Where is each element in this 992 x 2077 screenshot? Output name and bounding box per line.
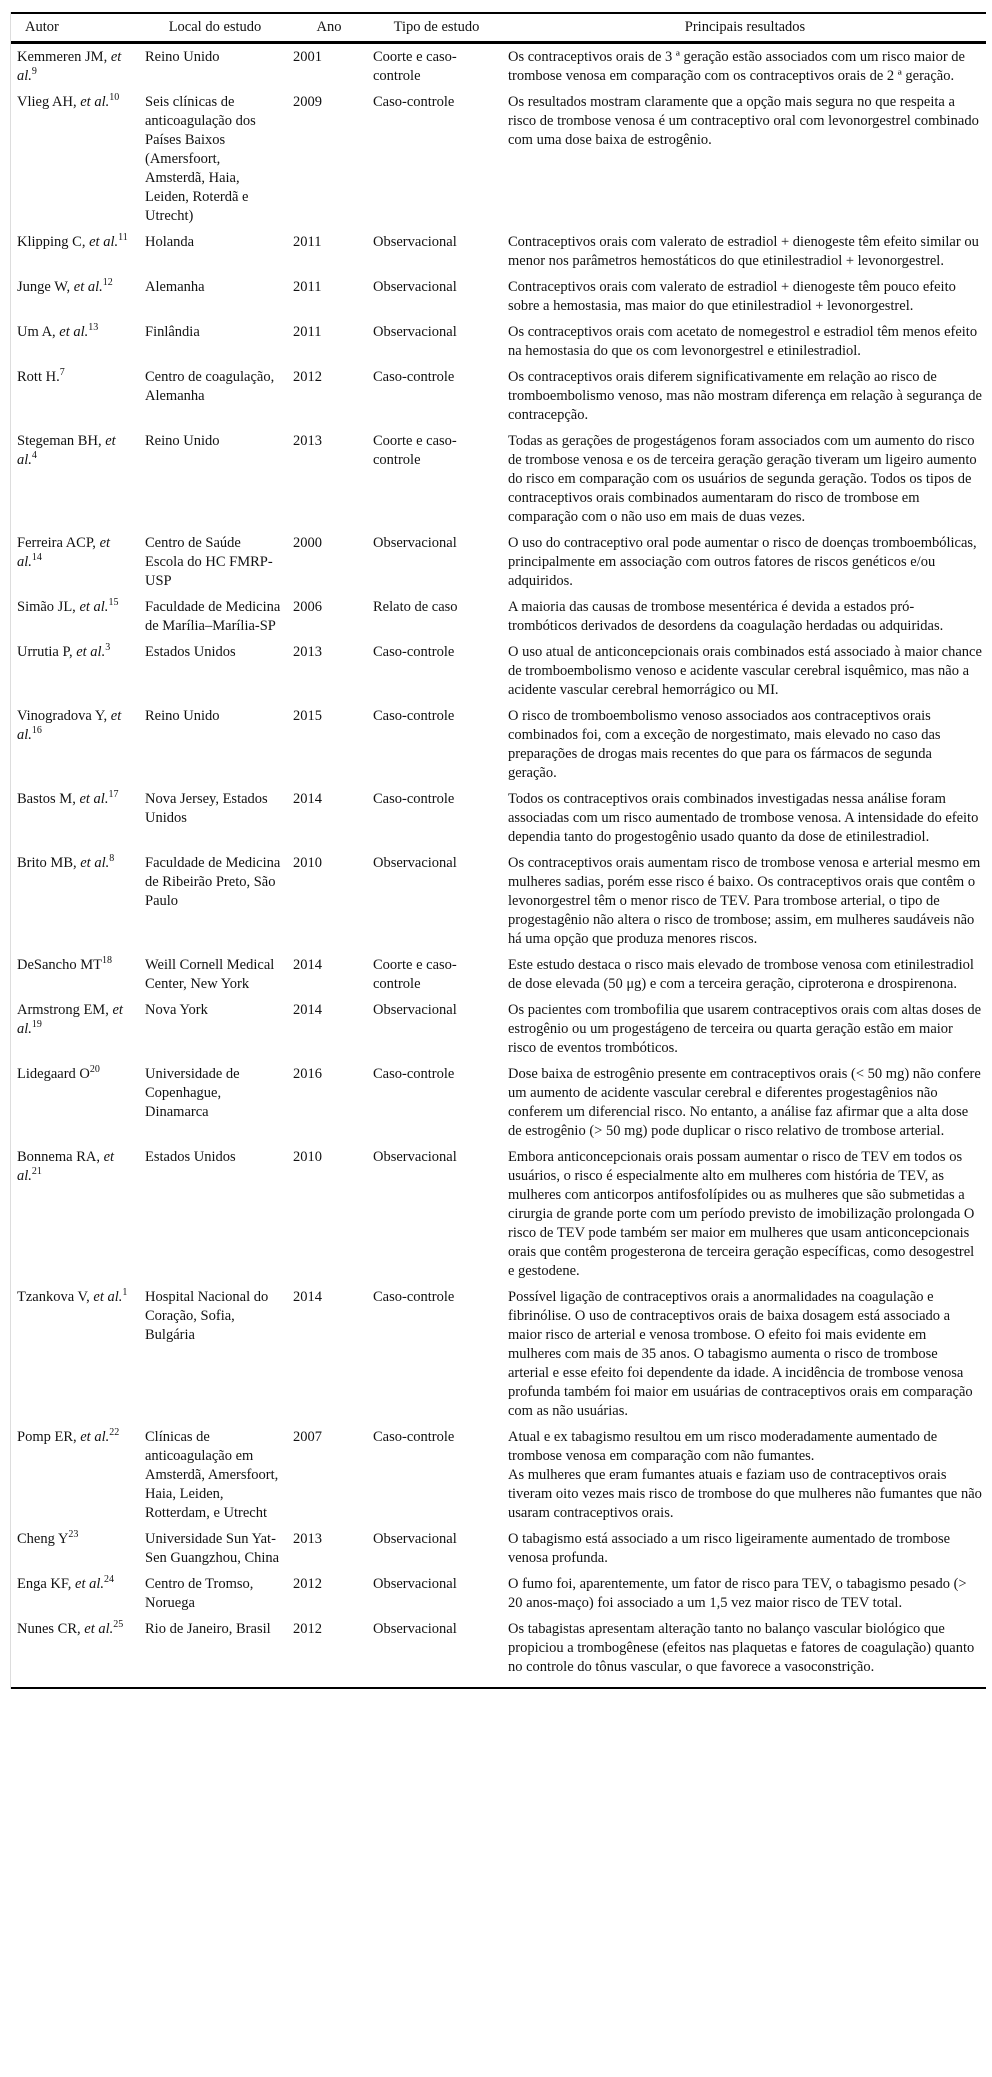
cell-ano: 2000 <box>293 535 322 551</box>
author-etal: et al. <box>73 279 103 295</box>
table-row <box>11 786 986 850</box>
cell-local: Hospital Nacional do Coração, Sofia, Bulgária <box>145 1289 269 1343</box>
cell-ano: 2010 <box>293 1149 322 1165</box>
cell-tipo: Observacional <box>373 1621 457 1637</box>
cell-autor <box>11 997 141 1061</box>
author-etal: et al. <box>80 94 110 110</box>
author-etal: et al. <box>76 644 106 660</box>
reference-number: 16 <box>31 725 42 737</box>
author-name: Pomp ER, <box>17 1429 81 1445</box>
cell-ano: 2013 <box>293 1531 322 1547</box>
reference-number: 25 <box>113 1619 124 1631</box>
author-etal: et al. <box>93 1289 123 1305</box>
header-ano: Ano <box>289 13 369 43</box>
cell-resultados: Embora anticoncepcionais orais possam aumentar o risco de TEV em todos os usuários, o risco é especialmente alto em mulheres com história de TEV, as mulheres com anticorpos antifosfolípides ou as mulheres que são submetidas a cirurgia de grande porte com um período previsto de imobilização prolongada O risco de TEV pode também ser maior em mulheres que usam anticoncepcionais orais que contêm progesterona de terceira geração específicas, como desogestrel e gestodene. <box>508 1149 975 1279</box>
cell-autor <box>11 952 141 997</box>
author-etal: et al. <box>89 234 119 250</box>
cell-autor <box>11 850 141 952</box>
author-etal: et al. <box>17 49 122 84</box>
cell-tipo: Caso-controle <box>373 708 455 724</box>
cell-tipo: Caso-controle <box>373 791 455 807</box>
author-name: Armstrong EM, <box>17 1002 113 1018</box>
table-row <box>11 1616 986 1688</box>
table-row <box>11 1526 986 1571</box>
reference-number: 13 <box>88 322 99 334</box>
reference-number: 22 <box>109 1427 120 1439</box>
cell-tipo: Observacional <box>373 1576 457 1592</box>
cell-local: Centro de coagulação, Alemanha <box>145 369 275 404</box>
cell-tipo: Caso-controle <box>373 1066 455 1082</box>
cell-tipo: Coorte e caso-controle <box>373 49 457 84</box>
cell-autor <box>11 428 141 530</box>
author-etal: et al. <box>79 599 109 615</box>
cell-autor <box>11 530 141 594</box>
cell-tipo: Observacional <box>373 279 457 295</box>
author-name: Klipping C, <box>17 234 90 250</box>
author-etal: et al. <box>17 708 122 743</box>
reference-number: 19 <box>31 1019 42 1031</box>
table-body <box>11 43 986 1689</box>
reference-number: 10 <box>109 92 120 104</box>
reference-number: 14 <box>31 552 42 564</box>
cell-resultados: Os contraceptivos orais diferem significativamente em relação ao risco de tromboembolismo venoso, mas não mostram diferença em relação à segurança de contracepção. <box>508 369 982 423</box>
table-row <box>11 274 986 319</box>
author-etal: et al. <box>84 1621 114 1637</box>
cell-local: Centro de Saúde Escola do HC FMRP-USP <box>145 535 273 589</box>
cell-resultados: Todos os contraceptivos orais combinados investigadas nessa análise foram associadas com um risco aumentado de trombose venosa. A intensidade do efeito dependia tanto do progestogênio usado quanto da dose de etinilestradiol. <box>508 791 979 845</box>
cell-resultados: Contraceptivos orais com valerato de estradiol + dienogeste têm pouco efeito sobre a hemostasia, mas maior do que etinilestradiol + levonorgestrel. <box>508 279 956 314</box>
cell-local: Alemanha <box>145 279 205 295</box>
table-row <box>11 319 986 364</box>
author-name: Junge W, <box>17 279 74 295</box>
cell-resultados: O uso do contraceptivo oral pode aumentar o risco de doenças tromboembólicas, principalmente em associação com outros fatores de riscos genéticos e/ou adquiridos. <box>508 535 977 589</box>
cell-local: Reino Unido <box>145 708 220 724</box>
author-etal: et al. <box>79 791 109 807</box>
cell-local: Universidade de Copenhague, Dinamarca <box>145 1066 240 1120</box>
author-etal: et al. <box>59 324 89 340</box>
table-row <box>11 997 986 1061</box>
table-row <box>11 1424 986 1526</box>
table-header <box>11 13 986 43</box>
cell-ano: 2012 <box>293 1621 322 1637</box>
cell-autor <box>11 1284 141 1424</box>
cell-autor <box>11 364 141 428</box>
cell-resultados: Possível ligação de contraceptivos orais a anormalidades na coagulação e fibrinólise. O uso de contraceptivos orais de baixa dosagem está associado a maior risco de arterial e venosa trombose. O efeito foi mais evidente em mulheres com mais de 35 anos. O tabagismo aumenta o risco de trombose arterial e esse efeito foi dependente da idade. A incidência de trombose venosa profunda também foi maior em usuárias de contraceptivos orais em comparação com as não usuárias. <box>508 1289 973 1419</box>
cell-local: Estados Unidos <box>145 1149 236 1165</box>
table-row <box>11 1061 986 1144</box>
cell-resultados: Dose baixa de estrogênio presente em contraceptivos orais (< 50 mg) não confere um aumento de acidente vascular cerebral e diferentes progestagênios não conferem um diferencial risco. No entanto, a análise faz afirmar que a alta dose de estrogênio (> 50 mg) pode duplicar o risco relativo de trombose arterial. <box>508 1066 981 1139</box>
reference-number: 17 <box>108 789 119 801</box>
cell-resultados: Os contraceptivos orais aumentam risco de trombose venosa e arterial mesmo em mulheres sadias, porém esse risco é baixo. Os contraceptivos orais que contêm o levonorgestrel têm o menor risco de TEV. Para trombose arterial, o tipo de progestagênio não altera o risco de trombose; assim, em mulheres saudáveis não há uma opção que produza menores riscos. <box>508 855 981 947</box>
cell-tipo: Coorte e caso-controle <box>373 957 457 992</box>
reference-number: 8 <box>109 853 115 865</box>
table-row <box>11 1284 986 1424</box>
author-name: Tzankova V, <box>17 1289 94 1305</box>
table-row <box>11 89 986 229</box>
cell-tipo: Caso-controle <box>373 369 455 385</box>
table-row <box>11 229 986 274</box>
cell-local: Seis clínicas de anticoagulação dos Países Baixos (Amersfoort, Amsterdã, Haia, Leiden, Roterdã e Utrecht) <box>145 94 256 224</box>
author-name: Ferreira ACP, <box>17 535 100 551</box>
reference-number: 1 <box>122 1287 128 1299</box>
author-etal: et al. <box>17 535 111 570</box>
cell-local: Nova York <box>145 1002 208 1018</box>
cell-autor <box>11 786 141 850</box>
cell-resultados: Os contraceptivos orais com acetato de nomegestrol e estradiol têm menos efeito na hemostasia do que os com levonorgestrel e etinilestradiol. <box>508 324 978 359</box>
table-row <box>11 428 986 530</box>
table-row <box>11 703 986 786</box>
author-name: Enga KF, <box>17 1576 76 1592</box>
cell-tipo: Observacional <box>373 234 457 250</box>
author-name: Cheng Y <box>17 1531 69 1547</box>
cell-local: Holanda <box>145 234 195 250</box>
cell-ano: 2011 <box>293 324 322 340</box>
cell-tipo: Observacional <box>373 1149 457 1165</box>
reference-number: 23 <box>68 1529 79 1541</box>
author-name: Urrutia P, <box>17 644 77 660</box>
cell-autor <box>11 319 141 364</box>
cell-ano: 2013 <box>293 644 322 660</box>
header-resultados: Principais resultados <box>504 13 986 43</box>
cell-ano: 2012 <box>293 1576 322 1592</box>
cell-local: Finlândia <box>145 324 200 340</box>
cell-local: Reino Unido <box>145 49 220 65</box>
cell-ano: 2014 <box>293 957 322 973</box>
cell-resultados: O risco de tromboembolismo venoso associados aos contraceptivos orais combinados foi, com a exceção de norgestimato, mais elevado no caso das preparações de drogas mais recentes do que para os fármacos de segunda geração. <box>508 708 941 781</box>
cell-ano: 2013 <box>293 433 322 449</box>
table-row <box>11 594 986 639</box>
cell-resultados: Os pacientes com trombofilia que usarem contraceptivos orais com altas doses de estrogênio ou um progestágeno de terceira ou quarta geração estão em maior risco de eventos trombóticos. <box>508 1002 982 1056</box>
cell-tipo: Caso-controle <box>373 644 455 660</box>
cell-tipo: Caso-controle <box>373 1429 455 1445</box>
cell-autor <box>11 43 141 90</box>
cell-local: Centro de Tromso, Noruega <box>145 1576 254 1611</box>
cell-autor <box>11 229 141 274</box>
cell-ano: 2009 <box>293 94 322 110</box>
reference-number: 12 <box>102 277 113 289</box>
cell-local: Universidade Sun Yat-Sen Guangzhou, China <box>145 1531 280 1566</box>
cell-ano: 2012 <box>293 369 322 385</box>
cell-tipo: Relato de caso <box>373 599 458 615</box>
table-row <box>11 43 986 90</box>
cell-tipo: Coorte e caso-controle <box>373 433 457 468</box>
cell-local: Estados Unidos <box>145 644 236 660</box>
cell-local: Weill Cornell Medical Center, New York <box>145 957 275 992</box>
author-name: Vlieg AH, <box>17 94 81 110</box>
cell-resultados: O uso atual de anticoncepcionais orais combinados está associado à maior chance de tromboembolismo venoso e acidente vascular cerebral isquêmico, mas não a acidente vascular cerebral hemorrágico ou MI. <box>508 644 982 698</box>
cell-autor <box>11 1571 141 1616</box>
cell-autor <box>11 274 141 319</box>
studies-table <box>11 12 986 1689</box>
cell-local: Nova Jersey, Estados Unidos <box>145 791 268 826</box>
reference-number: 9 <box>31 66 37 78</box>
author-name: Lidegaard O <box>17 1066 90 1082</box>
cell-tipo: Observacional <box>373 535 457 551</box>
cell-autor <box>11 639 141 703</box>
cell-local: Faculdade de Medicina de Marília–Marília-SP <box>145 599 281 634</box>
author-name: Simão JL, <box>17 599 80 615</box>
cell-ano: 2010 <box>293 855 322 871</box>
header-tipo: Tipo de estudo <box>369 13 504 43</box>
cell-resultados: Os contraceptivos orais de 3 ª geração estão associados com um risco maior de trombose venosa em comparação com os contraceptivos orais de 2 ª geração. <box>508 49 965 84</box>
author-name: Rott H. <box>17 369 60 385</box>
author-name: Bastos M, <box>17 791 80 807</box>
author-name: Brito MB, <box>17 855 81 871</box>
author-name: Um A, <box>17 324 60 340</box>
author-name: Stegeman BH, <box>17 433 106 449</box>
author-name: Kemmeren JM, <box>17 49 111 65</box>
reference-number: 20 <box>89 1064 100 1076</box>
author-etal: et al. <box>17 433 116 468</box>
author-etal: et al. <box>80 1429 110 1445</box>
cell-ano: 2014 <box>293 791 322 807</box>
cell-autor <box>11 1061 141 1144</box>
reference-number: 15 <box>108 597 119 609</box>
cell-ano: 2007 <box>293 1429 322 1445</box>
author-etal: et al. <box>75 1576 105 1592</box>
cell-autor <box>11 1616 141 1688</box>
author-name: Nunes CR, <box>17 1621 85 1637</box>
cell-autor <box>11 1526 141 1571</box>
table-row <box>11 1571 986 1616</box>
cell-tipo: Observacional <box>373 1002 457 1018</box>
cell-resultados: A maioria das causas de trombose mesentérica é devida a estados pró-trombóticos derivados de desordens da coagulação herdadas ou adquiridas. <box>508 599 944 634</box>
reference-number: 18 <box>101 955 112 967</box>
cell-ano: 2006 <box>293 599 322 615</box>
cell-resultados: O fumo foi, aparentemente, um fator de risco para TEV, o tabagismo pesado (> 20 anos-maço) foi associado a um 1,5 vez maior risco de TEV total. <box>508 1576 967 1611</box>
author-name: DeSancho MT <box>17 957 102 973</box>
cell-resultados: Os resultados mostram claramente que a opção mais segura no que respeita a risco de trombose venosa é um contraceptivo oral com levonorgestrel combinado com uma dose baixa de estrogênio. <box>508 94 979 148</box>
reference-number: 7 <box>59 367 65 379</box>
cell-local: Rio de Janeiro, Brasil <box>145 1621 271 1637</box>
cell-tipo: Observacional <box>373 324 457 340</box>
cell-ano: 2014 <box>293 1289 322 1305</box>
cell-tipo: Observacional <box>373 855 457 871</box>
author-name: Bonnema RA, <box>17 1149 104 1165</box>
cell-resultados: Todas as gerações de progestágenos foram associados com um aumento do risco de trombose venosa e os de terceira geração geração tiveram um ligeiro aumento do risco em comparação com os usuários de segunda geração. Todos os tipos de contraceptivos orais combinados aumentaram do risco de trombose em comparação com o não uso em mais de duas vezes. <box>508 433 977 525</box>
author-name: Vinogradova Y, <box>17 708 111 724</box>
cell-autor <box>11 1424 141 1526</box>
reference-number: 4 <box>31 450 37 462</box>
table-row <box>11 530 986 594</box>
reference-number: 3 <box>105 642 111 654</box>
cell-resultados: Este estudo destaca o risco mais elevado de trombose venosa com etinilestradiol de dose elevada (50 μg) e com a terceira geração, ciproterona e drospirenona. <box>508 957 974 992</box>
cell-local: Faculdade de Medicina de Ribeirão Preto, São Paulo <box>145 855 281 909</box>
reference-number: 21 <box>31 1166 42 1178</box>
cell-tipo: Caso-controle <box>373 94 455 110</box>
header-local: Local do estudo <box>141 13 289 43</box>
cell-ano: 2011 <box>293 279 322 295</box>
table-row <box>11 364 986 428</box>
author-etal: et al. <box>17 1149 115 1184</box>
cell-autor <box>11 703 141 786</box>
cell-resultados: Os tabagistas apresentam alteração tanto no balanço vascular biológico que propiciou a trombogênese (efeitos nas plaquetas e fatores de coagulação) quanto no controle do tônus vascular, o que favorece a vasoconstrição. <box>508 1621 975 1675</box>
cell-tipo: Observacional <box>373 1531 457 1547</box>
author-etal: et al. <box>80 855 110 871</box>
reference-number: 11 <box>118 232 128 244</box>
cell-resultados: O tabagismo está associado a um risco ligeiramente aumentado de trombose venosa profunda. <box>508 1531 951 1566</box>
cell-local: Clínicas de anticoagulação em Amsterdã, Amersfoort, Haia, Leiden, Rotterdam, e Utrecht <box>145 1429 279 1521</box>
studies-table-container <box>10 12 986 1689</box>
cell-ano: 2011 <box>293 234 322 250</box>
cell-local: Reino Unido <box>145 433 220 449</box>
cell-tipo: Caso-controle <box>373 1289 455 1305</box>
author-etal: et al. <box>17 1002 123 1037</box>
cell-autor <box>11 89 141 229</box>
header-autor: Autor <box>11 13 141 43</box>
cell-resultados: Contraceptivos orais com valerato de estradiol + dienogeste têm efeito similar ou menor nos parâmetros hemostáticos do que etinilestradiol + levonorgestrel. <box>508 234 979 269</box>
cell-ano: 2001 <box>293 49 322 65</box>
cell-autor <box>11 1144 141 1284</box>
table-row <box>11 639 986 703</box>
table-row <box>11 952 986 997</box>
cell-ano: 2015 <box>293 708 322 724</box>
table-row <box>11 850 986 952</box>
reference-number: 24 <box>104 1574 115 1586</box>
cell-ano: 2014 <box>293 1002 322 1018</box>
table-row <box>11 1144 986 1284</box>
cell-resultados: Atual e ex tabagismo resultou em um risco moderadamente aumentado de trombose venosa em comparação com não fumantes. As mulheres que eram fumantes atuais e faziam uso de contraceptivos orais tiveram oito vezes mais risco de trombose do que mulheres não fumantes que não usaram contraceptivos orais. <box>508 1429 982 1521</box>
cell-autor <box>11 594 141 639</box>
cell-ano: 2016 <box>293 1066 322 1082</box>
